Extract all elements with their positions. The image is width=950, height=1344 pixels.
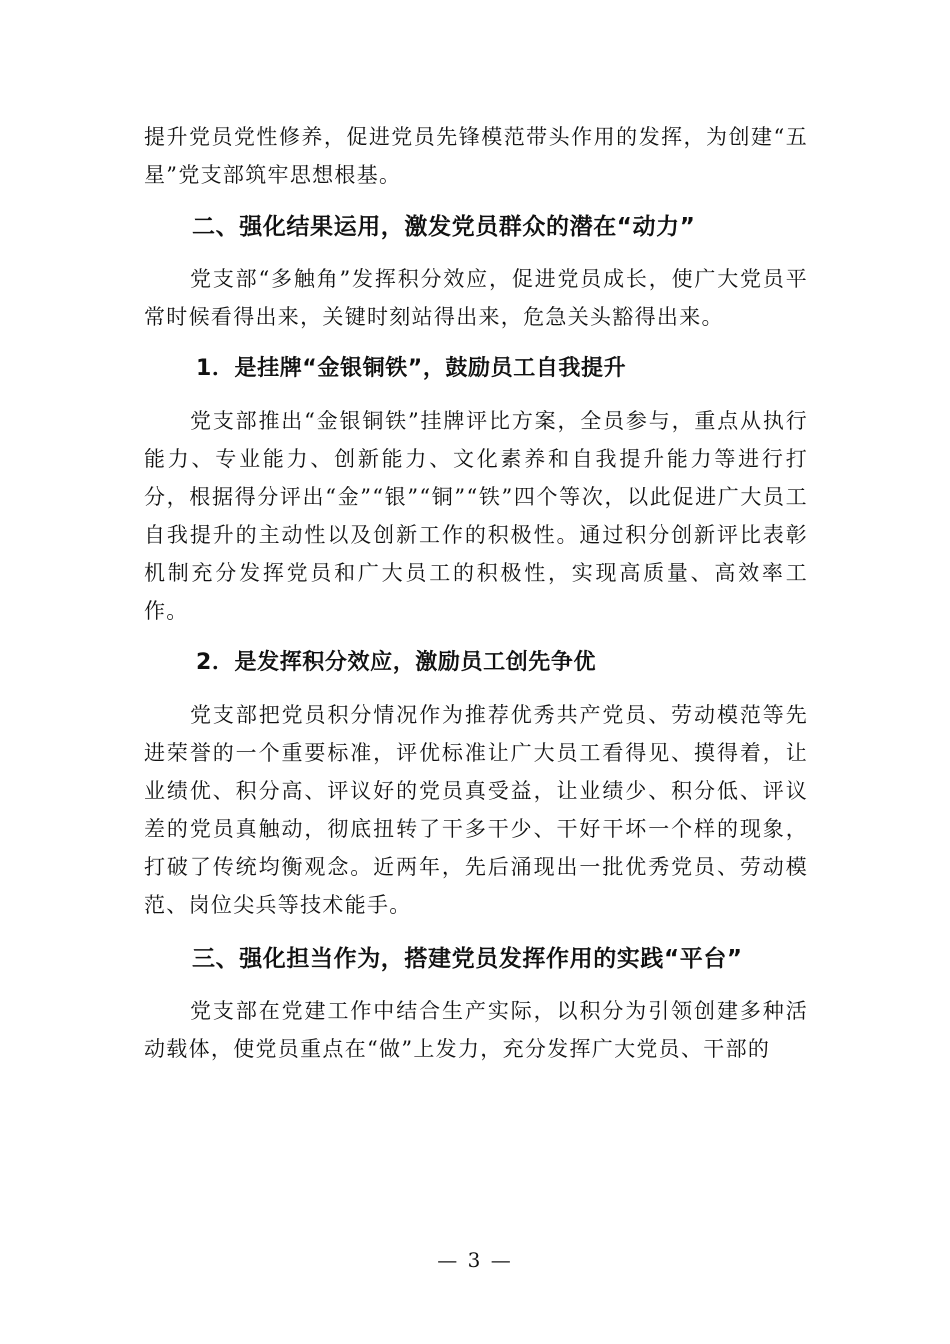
section-heading-2: 二、强化结果运用，激发党员群众的潜在“动力”: [192, 214, 696, 240]
page-number: — 3 —: [437, 1248, 513, 1272]
section-heading-3: 三、强化担当作为，搭建党员发挥作用的实践“平台”: [192, 946, 743, 972]
paragraph-section-3: 党支部在党建工作中结合生产实际，以积分为引领创建多种活动载体，使党员重点在“做”上发力，充分发挥广大党员、干部的: [144, 999, 808, 1061]
document-body: [144, 118, 808, 1068]
paragraph-section-2: 党支部“多触角”发挥积分效应，促进党员成长，使广大党员平常时候看得出来，关键时刻站得出来，危急关头豁得出来。: [144, 267, 808, 329]
subheading-1: 1．是挂牌“金银铜铁”，鼓励员工自我提升: [196, 356, 627, 381]
subheading-2: 2．是发挥积分效应，激励员工创先争优: [196, 650, 597, 675]
paragraph-subsection-1: 党支部推出“金银铜铁”挂牌评比方案，全员参与，重点从执行能力、专业能力、创新能力、文化素养和自我提升能力等进行打分，根据得分评出“金”“银”“铜”“铁”四个等次，以此促进广大员工自我提升的主动性以及创新工作的积极性。通过积分创新评比表彰机制充分发挥党员和广大员工的积极性，实现高质量、高效率工作。: [144, 409, 808, 623]
paragraph-continuation: 提升党员党性修养，促进党员先锋模范带头作用的发挥，为创建“五星”党支部筑牢思想根基。: [144, 125, 808, 187]
paragraph-subsection-2: 党支部把党员积分情况作为推荐优秀共产党员、劳动模范等先进荣誉的一个重要标准，评优标准让广大员工看得见、摸得着，让业绩优、积分高、评议好的党员真受益，让业绩少、积分低、评议差的党员真触动，彻底扭转了干多干少、干好干坏一个样的现象，打破了传统均衡观念。近两年，先后涌现出一批优秀党员、劳动模范、岗位尖兵等技术能手。: [144, 703, 808, 917]
